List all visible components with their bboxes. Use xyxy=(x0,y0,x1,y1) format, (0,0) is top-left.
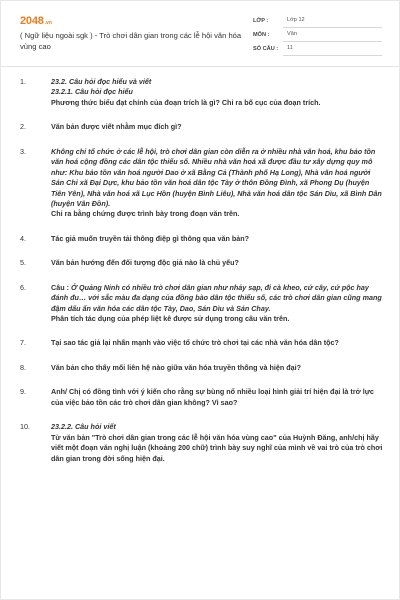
meta-label: SỐ CÂU : xyxy=(253,45,279,52)
question-item xyxy=(20,363,385,373)
question-text: Phân tích tác dụng của phép liệt kê được sử dụng trong câu văn trên. xyxy=(51,314,290,323)
question-text: Anh/ Chị có đồng tình với ý kiến cho rằng sự bùng nổ nhiều loại hình giải trí hiện đại là trở lực của việc bảo tồn các trò chơi dân gian không? Vì sao? xyxy=(51,387,374,407)
question-text: Từ văn bản "Trò chơi dân gian trong các lễ hội văn hóa vùng cao" của Huỳnh Đăng, anh/chị hãy viết một đoạn văn nghị luận (khoảng 200 chữ) trình bày suy nghĩ của mình về vai trò của trò chơi dân gian trong đời sống hiện đại. xyxy=(51,432,383,463)
question-text: Tại sao tác giả lại nhấn mạnh vào việc tổ chức trò chơi tại các nhà văn hóa dân tộc? xyxy=(51,338,339,348)
question-text: Văn bản được viết nhằm mục đích gì? xyxy=(51,122,182,132)
meta-label: MÔN : xyxy=(253,31,270,38)
question-number: 2. xyxy=(20,122,26,132)
question-body xyxy=(51,283,385,325)
meta-value: Văn xyxy=(283,29,382,42)
meta-row-subject xyxy=(253,28,382,42)
question-number: 9. xyxy=(20,387,26,397)
logo-domain: .vn xyxy=(44,20,52,26)
question-text: Tác giả muốn truyền tải thông điệp gì thông qua văn bản? xyxy=(51,233,250,243)
question-item xyxy=(20,258,385,268)
question-number: 6. xyxy=(20,282,26,292)
question-text: Văn bản hướng đến đối tượng độc giả nào là chủ yếu? xyxy=(51,258,239,268)
quoted-sentence xyxy=(51,283,385,314)
question-item xyxy=(20,147,385,220)
question-number: 4. xyxy=(20,233,26,243)
question-body xyxy=(51,387,385,408)
question-body xyxy=(51,338,385,348)
question-item xyxy=(20,234,385,244)
quoted-passage: Ở Quảng Ninh có nhiều trò chơi dân gian như nhảy sạp, đi cà kheo, cứ cây, cứ pộc hay đánh đu… với sắc màu đa dạng của đồng bào dân tộc thiểu số, các trò chơi dân gian cũng mang đậm dấu ấn văn hóa các dân tộc Tày, Dao, Sán Dìu và Sán Chay. xyxy=(51,282,382,313)
question-item xyxy=(20,283,385,325)
question-text: Chỉ ra bằng chứng được trình bày trong đoạn văn trên. xyxy=(51,209,240,219)
meta-value: Lớp 12 xyxy=(283,15,382,28)
question-number: 7. xyxy=(20,338,26,348)
meta-row-question-count xyxy=(253,42,382,56)
meta-label: LỚP : xyxy=(253,17,269,24)
question-item xyxy=(20,77,385,108)
section-subheading: 23.2.1. Câu hỏi đọc hiểu xyxy=(51,87,133,97)
question-item xyxy=(20,387,385,408)
meta-value: 11 xyxy=(283,43,382,56)
question-body xyxy=(51,258,385,268)
question-number: 3. xyxy=(20,146,26,156)
question-item xyxy=(20,122,385,132)
question-text: Phương thức biểu đạt chính của đoạn trích là gì? Chỉ ra bố cục của đoạn trích. xyxy=(51,97,321,107)
question-number: 1. xyxy=(20,77,26,86)
question-list xyxy=(20,77,385,464)
meta-row-class xyxy=(253,14,382,28)
question-body xyxy=(51,422,385,464)
question-body xyxy=(51,77,385,108)
meta-info xyxy=(253,14,382,56)
question-body xyxy=(51,234,385,244)
question-number: 5. xyxy=(20,258,26,268)
document-title: ( Ngữ liệu ngoài sgk ) - Trò chơi dân gian trong các lễ hội văn hóa vùng cao xyxy=(20,31,242,51)
question-text: Văn bản cho thấy mối liên hệ nào giữa văn hóa truyền thống và hiện đại? xyxy=(51,362,302,372)
question-item xyxy=(20,422,385,464)
question-number: 8. xyxy=(20,362,26,372)
question-body xyxy=(51,363,385,373)
logo-text: 2048 xyxy=(20,15,44,27)
question-prefix: Câu : xyxy=(51,282,71,292)
question-body xyxy=(51,147,385,220)
question-body xyxy=(51,122,385,132)
worksheet-header xyxy=(1,1,400,67)
question-item xyxy=(20,338,385,348)
quoted-passage: Không chỉ tổ chức ở các lễ hội, trò chơi dân gian còn diễn ra ở nhiều nhà văn hoá, khu bảo tồn văn hoá cộng đồng các dân tộc thiểu số. Nhiều nhà văn hoá xã được đầu tư xây dựng quy mô như: Khu bảo tồn văn hoá người Dao ở xã Bằng Cả (Thành phố Hạ Long), Nhà văn hoá người Sán Chỉ xã Đại Dực, khu bảo tồn văn hoá dân tộc Tày ở thôn Đồng Đình, xã Phong Dụ (huyện Tiên Yên), Nhà văn hoá xã Lục Hồn (huyện Bình Liêu), Nhà văn hoá dân tộc Sán Dìu, xã Bình Dân (huyện Vân Đồn). xyxy=(51,146,382,208)
question-number: 10. xyxy=(20,422,30,432)
site-logo[interactable] xyxy=(20,14,52,26)
section-heading: 23.2. Câu hỏi đọc hiểu và viết xyxy=(51,77,152,86)
section-heading: 23.2.2. Câu hỏi viết xyxy=(51,422,116,432)
